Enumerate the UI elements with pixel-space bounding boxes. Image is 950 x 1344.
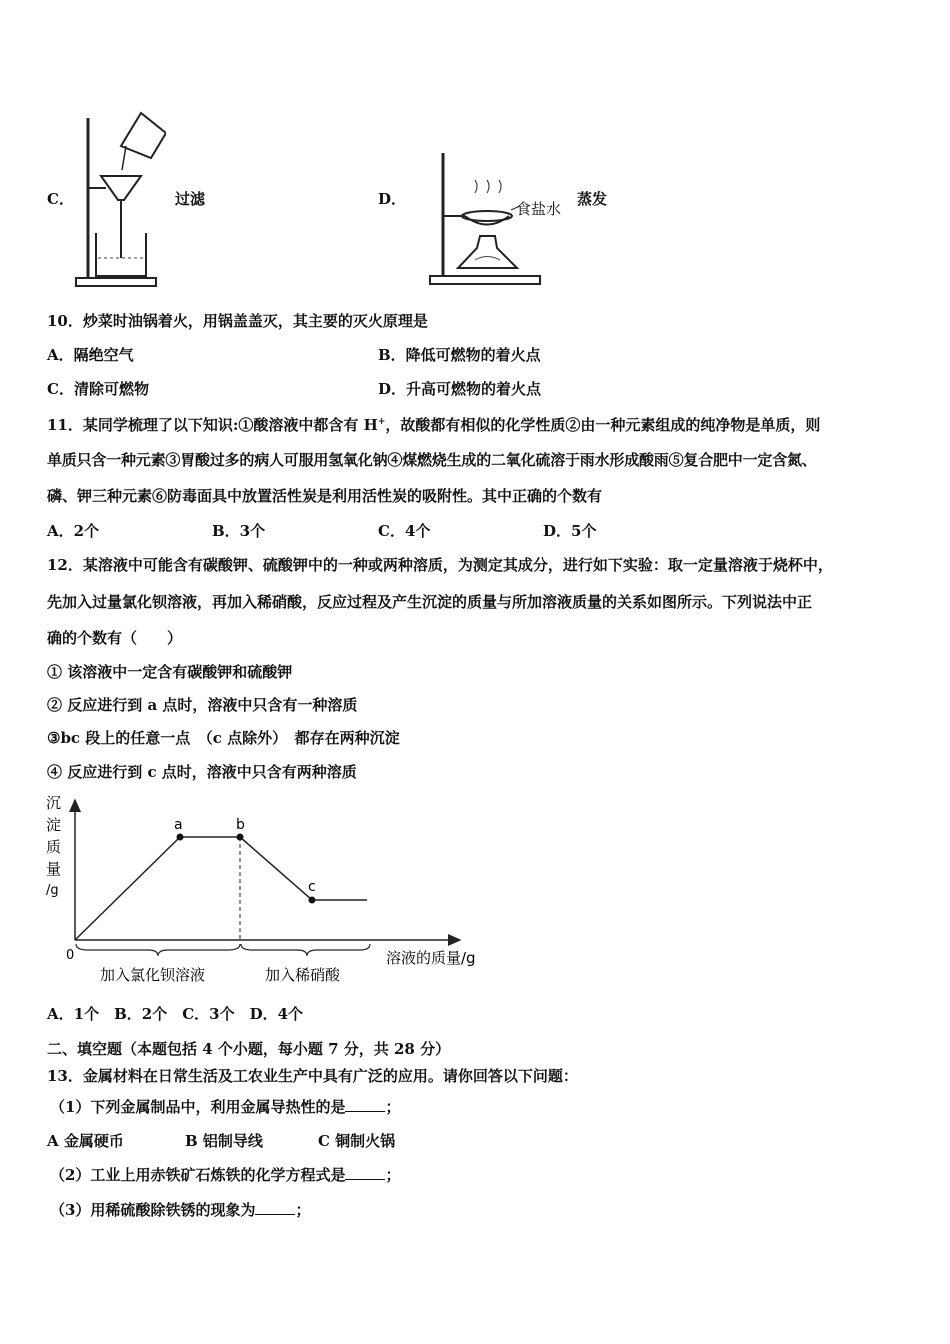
q10-stem: 10．炒菜时油锅着火，用锅盖盖灭，其主要的灭火原理是 [47,312,428,330]
q11-line1-text: 11．某同学梳理了以下知识:①酸溶液中都含有 H [47,416,378,434]
segment-1-label: 加入氯化钡溶液 [100,966,206,984]
precipitate-line [75,837,367,940]
segment-2-label: 加入稀硝酸 [265,966,341,984]
q13-sub3 [50,1200,310,1220]
salt-water-label: 食盐水 [516,200,562,218]
precipitate-mass-graph [40,792,500,992]
q13-sub2-semicolon: ； [385,1166,401,1184]
q13-sub2-text: （2）工业上用赤铁矿石炼铁的化学方程式是 [50,1166,346,1184]
brace-segment-2 [241,944,370,956]
q13-sub2-blank[interactable] [345,1165,385,1180]
brace-segment-1 [76,944,240,956]
q13-sub1-text: （1）下列金属制品中，利用金属导热性的是 [50,1098,346,1116]
q13-stem: 13．金属材料在日常生活及工农业生产中具有广泛的应用。请你回答以下问题： [47,1067,578,1085]
q13-sub1-blank[interactable] [345,1097,385,1112]
option-c-label: 过滤 [175,190,206,208]
option-d-letter: D． [378,190,407,208]
q11-line2: 单质只含一种元素③胃酸过多的病人可服用氢氧化钠④煤燃烧生成的二氧化硫溶于雨水形成酸雨⑤复合肥中一定含氮、 [47,451,817,469]
y-label-char-5: /g [46,883,59,898]
q12-statement-2: ② 反应进行到 a 点时，溶液中只含有一种溶质 [47,696,358,714]
q10-option-c: C．清除可燃物 [47,380,149,398]
option-d-label: 蒸发 [577,190,608,208]
q11-option-b: B．3个 [212,522,266,540]
q12-options: A．1个 B．2个 C．3个 D．4个 [47,1005,304,1023]
q12-statement-4: ④ 反应进行到 c 点时，溶液中只含有两种溶质 [47,763,357,781]
section2-title: 二、填空题（本题包括 4 个小题，每小题 7 分，共 28 分） [47,1040,451,1058]
x-axis-label: 溶液的质量/g [386,949,476,967]
q11-sup: + [377,417,386,427]
option-c-letter: C． [47,190,74,208]
y-label-char-2: 淀 [46,816,62,834]
q11-option-d: D．5个 [543,522,597,540]
q11-line3: 磷、钾三种元素⑥防毒面具中放置活性炭是利用活性炭的吸附性。其中正确的个数有 [47,487,603,505]
origin-label: 0 [66,948,75,963]
q13-sub3-semicolon: ； [295,1201,311,1219]
point-a [177,834,184,841]
point-c [309,897,316,904]
y-label-char-1: 沉 [46,794,62,812]
q13-sub1-option-c: C 铜制火锅 [318,1132,396,1150]
q11-option-c: C．4个 [378,522,431,540]
q10-option-b: B．降低可燃物的着火点 [378,346,541,364]
q11-line1-rest: ，故酸都有相似的化学性质②由一种元素组成的纯净物是单质，则 [385,416,821,434]
q10-option-a: A．隔绝空气 [47,346,134,364]
q12-statement-1: ① 该溶液中一定含有碳酸钾和硫酸钾 [47,663,293,681]
filtration-apparatus-figure [66,108,166,293]
q13-sub2 [50,1165,400,1185]
q12-line2: 先加入过量氯化钡溶液，再加入稀硝酸，反应过程及产生沉淀的质量与所加溶液质量的关系如图所示。下列说法中正 [47,593,813,611]
q10-option-d: D．升高可燃物的着火点 [378,380,542,398]
q13-sub3-blank[interactable] [255,1200,295,1215]
y-label-char-4: 量 [46,860,62,878]
q11-option-a: A．2个 [47,522,100,540]
point-c-label: c [308,879,316,895]
y-label-char-3: 质 [46,838,62,856]
q13-sub1 [50,1097,400,1117]
point-b [237,834,244,841]
q13-sub1-option-b: B 铝制导线 [185,1132,263,1150]
q12-line1: 12．某溶液中可能含有碳酸钾、硫酸钾中的一种或两种溶质，为测定其成分，进行如下实验：取一定量溶液于烧杯中， [47,556,833,574]
q13-sub1-option-a: A 金属硬币 [47,1132,124,1150]
q11-line1 [47,406,909,442]
q13-sub3-text: （3）用稀硫酸除铁锈的现象为 [50,1201,256,1219]
q13-sub1-semicolon: ； [385,1098,401,1116]
point-b-label: b [236,817,245,833]
q12-line3: 确的个数有（ ） [47,629,183,647]
q12-statement-3: ③bc 段上的任意一点 （c 点除外） 都存在两种沉淀 [47,729,400,747]
point-a-label: a [174,817,183,833]
